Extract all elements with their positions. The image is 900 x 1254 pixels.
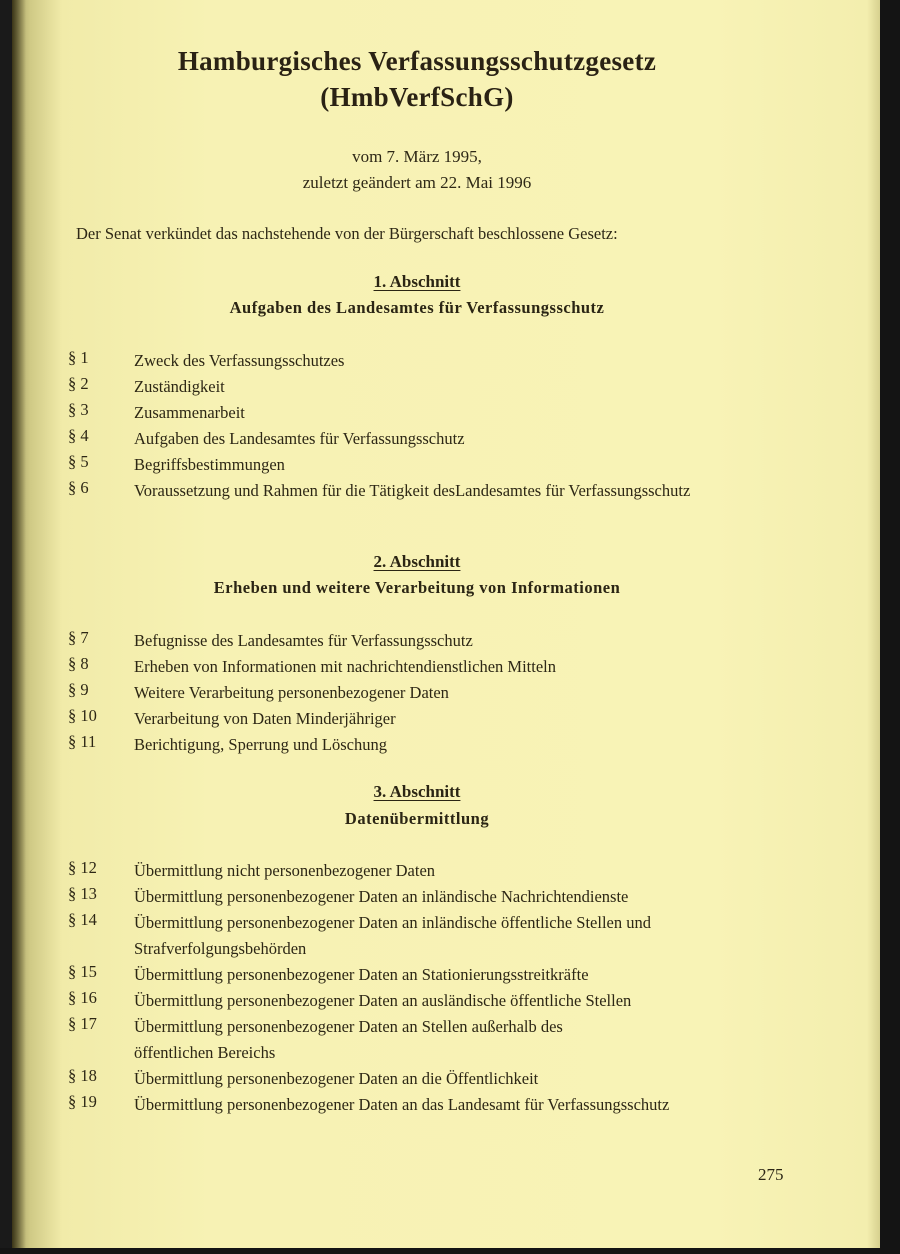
section-number: 1. Abschnitt [373,272,461,291]
paragraph-number: § 2 [68,374,89,393]
paragraph-title: Erheben von Informationen mit nachrichtendienstlichen Mitteln [134,657,556,676]
paragraph-number: § 11 [68,732,97,751]
scan-border-right [880,0,900,1254]
document-page [12,0,880,1248]
document-abbreviation: (HmbVerfSchG) [320,82,514,112]
section-heading: Erheben und weitere Verarbeitung von Informationen [213,578,621,597]
paragraph-number: § 5 [68,452,89,471]
paragraph-number: § 16 [68,988,97,1007]
paragraph-title: Übermittlung personenbezogener Daten an inländische Nachrichtendienste [134,887,629,906]
section-heading: Datenübermittlung [344,809,490,828]
paragraph-number: § 3 [68,400,89,419]
section-number: 3. Abschnitt [373,782,461,801]
paragraph-title: Befugnisse des Landesamtes für Verfassungsschutz [134,631,473,650]
paragraph-title: Übermittlung personenbezogener Daten an Stationierungsstreitkräfte [134,965,589,984]
section-number: 2. Abschnitt [373,552,461,571]
paragraph-title: Voraussetzung und Rahmen für die Tätigkeit desLandesamtes für Verfassungsschutz [134,481,691,500]
document-title: Hamburgisches Verfassungsschutzgesetz [177,46,657,76]
paragraph-number: § 1 [68,348,89,367]
paragraph-title: Übermittlung personenbezogener Daten an ausländische öffentliche Stellen [134,991,632,1010]
paragraph-number: § 13 [68,884,97,903]
paragraph-number: § 4 [68,426,89,445]
paragraph-title: Zweck des Verfassungsschutzes [134,351,345,370]
paragraph-number: § 6 [68,478,89,497]
paragraph-title: Weitere Verarbeitung personenbezogener Daten [134,683,449,702]
paragraph-number: § 9 [68,680,89,699]
paragraph-title: Übermittlung nicht personenbezogener Daten [134,861,436,880]
paragraph-title: Berichtigung, Sperrung und Löschung [134,735,387,754]
paragraph-number: § 12 [68,858,97,877]
enactment-date: vom 7. März 1995, [352,147,482,166]
paragraph-number: § 14 [68,910,97,929]
paragraph-title: Verarbeitung von Daten Minderjähriger [134,709,396,728]
amendment-date: zuletzt geändert am 22. Mai 1996 [302,173,532,192]
paragraph-title: Übermittlung personenbezogener Daten an inländische öffentliche Stellen und Strafverfolgungsbehörden [134,913,651,958]
paragraph-number: § 8 [68,654,89,673]
paragraph-number: § 7 [68,628,89,647]
page-number: 275 [758,1165,784,1184]
paragraph-number: § 15 [68,962,97,981]
paragraph-number: § 19 [68,1092,97,1111]
paragraph-number: § 18 [68,1066,97,1085]
section-heading: Aufgaben des Landesamtes für Verfassungsschutz [229,298,605,317]
paragraph-title: Zusammenarbeit [134,403,245,422]
paragraph-title: Zuständigkeit [134,377,225,396]
enactment-clause: Der Senat verkündet das nachstehende von der Bürgerschaft beschlossene Gesetz: [76,224,618,243]
paragraph-title: Begriffsbestimmungen [134,455,285,474]
paragraph-title: Aufgaben des Landesamtes für Verfassungsschutz [134,429,465,448]
paragraph-title: Übermittlung personenbezogener Daten an Stellen außerhalb des öffentlichen Bereichs [134,1017,563,1062]
paragraph-number: § 10 [68,706,97,725]
paragraph-title: Übermittlung personenbezogener Daten an das Landesamt für Verfassungsschutz [134,1095,670,1114]
paragraph-number: § 17 [68,1014,97,1033]
scan-border-bottom [0,1248,900,1254]
paragraph-title: Übermittlung personenbezogener Daten an die Öffentlichkeit [134,1069,539,1088]
